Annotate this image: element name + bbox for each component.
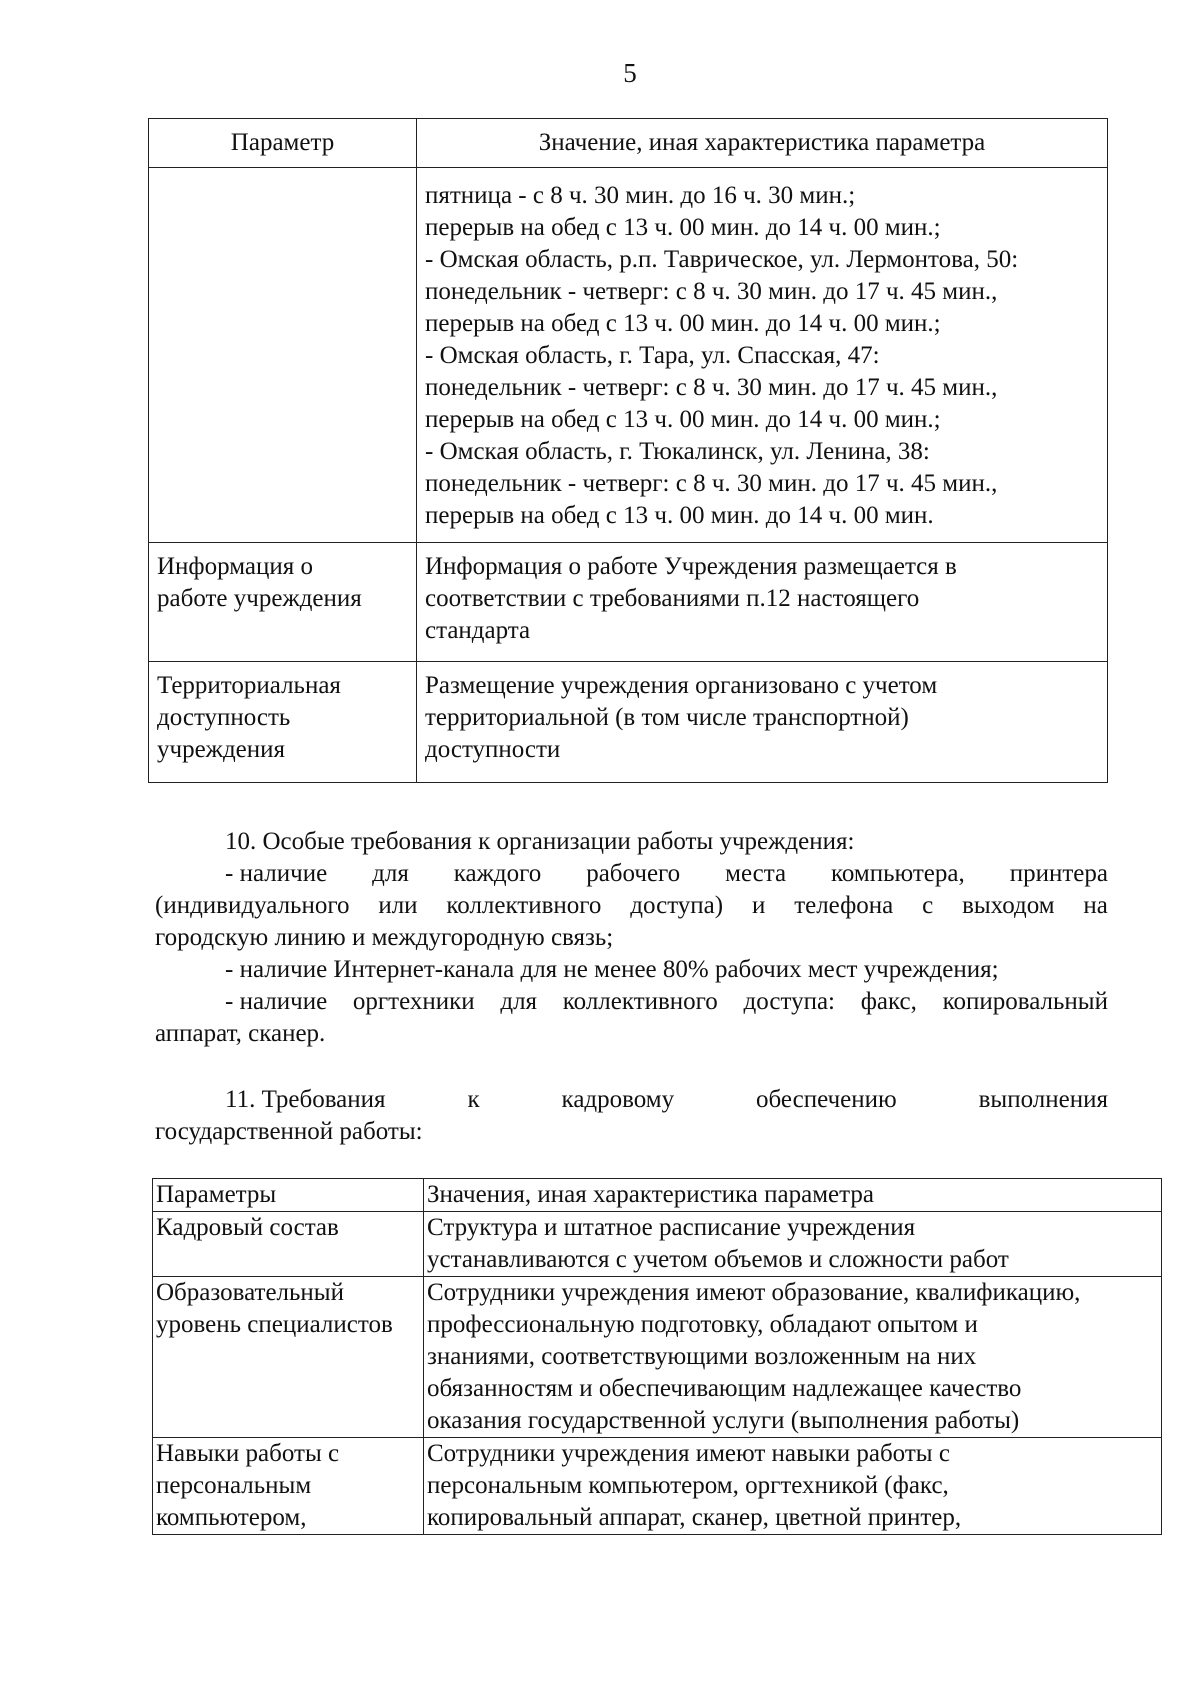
schedule-line: понедельник - четверг: с 8 ч. 30 мин. до 17 ч. 45 мин., xyxy=(425,470,998,497)
cell-line: работе учреждения xyxy=(157,585,362,612)
cell-line: доступность xyxy=(157,704,291,731)
word: выходом xyxy=(962,892,1055,919)
schedule-cell xyxy=(417,168,1108,543)
word: копировальный xyxy=(942,988,1108,1015)
value-cell xyxy=(417,543,1108,662)
table-row xyxy=(149,543,1108,662)
word: или xyxy=(378,892,418,919)
schedule-line: перерыв на обед с 13 ч. 00 мин. до 14 ч. 00 мин.; xyxy=(425,406,941,433)
section-10 xyxy=(155,826,1108,1050)
page-number: 5 xyxy=(623,58,637,88)
justified-line xyxy=(155,858,1108,890)
paragraph-line: - наличие Интернет-канала для не менее 80% рабочих мест учреждения; xyxy=(225,956,999,983)
table-header-row xyxy=(153,1179,1162,1212)
table-row xyxy=(149,168,1108,543)
word: для xyxy=(500,988,538,1015)
cell-line: копировальный аппарат, сканер, цветной принтер, xyxy=(427,1504,962,1531)
schedule-line: пятница - с 8 ч. 30 мин. до 16 ч. 30 мин.; xyxy=(425,182,856,209)
table-row xyxy=(153,1212,1162,1277)
word: на xyxy=(1083,892,1108,919)
cell-line: компьютером, xyxy=(156,1504,307,1531)
cell-line: Образовательный xyxy=(156,1279,344,1306)
cell-line: уровень специалистов xyxy=(156,1311,393,1338)
word: коллективного xyxy=(446,892,602,919)
cell-line: учреждения xyxy=(157,736,286,763)
word: к xyxy=(467,1086,480,1113)
cell-line: Структура и штатное расписание учреждения xyxy=(427,1214,916,1241)
schedule-line: перерыв на обед с 13 ч. 00 мин. до 14 ч. 00 мин.; xyxy=(425,214,941,241)
schedule-line: перерыв на обед с 13 ч. 00 мин. до 14 ч. 00 мин. xyxy=(425,502,934,529)
word: и xyxy=(751,892,766,919)
header-parameter: Параметр xyxy=(149,119,417,168)
word: - наличие xyxy=(225,988,328,1015)
cell-line: персональным компьютером, оргтехникой (факс, xyxy=(427,1472,949,1499)
cell-line: устанавливаются с учетом объемов и сложности работ xyxy=(427,1246,1009,1273)
header-value: Значение, иная характеристика параметра xyxy=(417,119,1108,168)
word: выполнения xyxy=(978,1086,1108,1113)
cell-line: Сотрудники учреждения имеют образование, квалификацию, xyxy=(427,1279,1081,1306)
staffing-table xyxy=(152,1178,1162,1535)
cell-line: оказания государственной услуги (выполнения работы) xyxy=(427,1407,1020,1434)
table-row xyxy=(153,1277,1162,1438)
cell-line: персональным xyxy=(156,1472,312,1499)
value-cell xyxy=(424,1277,1162,1438)
schedule-line: понедельник - четверг: с 8 ч. 30 мин. до 17 ч. 45 мин., xyxy=(425,374,998,401)
cell-line: профессиональную подготовку, обладают опытом и xyxy=(427,1311,978,1338)
paragraph-line: аппарат, сканер. xyxy=(155,1020,326,1047)
cell-line: Сотрудники учреждения имеют навыки работы с xyxy=(427,1440,950,1467)
cell-line: обязанностям и обеспечивающим надлежащее качество xyxy=(427,1375,1022,1402)
parameter-cell xyxy=(153,1277,424,1438)
cell-line: Территориальная xyxy=(157,672,341,699)
word: кадровому xyxy=(561,1086,675,1113)
word: каждого xyxy=(453,860,542,887)
header-value: Значения, иная характеристика параметра xyxy=(424,1179,1162,1212)
paragraph-line: государственной работы: xyxy=(155,1118,423,1145)
empty-parameter-cell xyxy=(149,168,417,543)
word: места xyxy=(725,860,787,887)
table-row xyxy=(149,662,1108,783)
word: - наличие xyxy=(225,860,328,887)
word: доступа) xyxy=(630,892,724,919)
cell-line: знаниями, соответствующими возложенным на них xyxy=(427,1343,977,1370)
table-row xyxy=(153,1438,1162,1535)
cell-line: территориальной (в том числе транспортной) xyxy=(425,704,909,731)
parameter-cell xyxy=(149,662,417,783)
table-header-row xyxy=(149,119,1108,168)
word: факс, xyxy=(860,988,917,1015)
word: с xyxy=(922,892,934,919)
cell-line: стандарта xyxy=(425,617,531,644)
cell-line: Навыки работы с xyxy=(156,1440,340,1467)
cell-line: Размещение учреждения организовано с учетом xyxy=(425,672,938,699)
schedule-line: перерыв на обед с 13 ч. 00 мин. до 14 ч. 00 мин.; xyxy=(425,310,941,337)
cell-line: доступности xyxy=(425,736,561,763)
word: компьютера, xyxy=(831,860,965,887)
cell-line: Информация о работе Учреждения размещается в xyxy=(425,553,957,580)
parameters-table xyxy=(148,118,1108,783)
parameter-cell xyxy=(153,1438,424,1535)
schedule-line: - Омская область, г. Тара, ул. Спасская, 47: xyxy=(425,342,880,369)
word: 11. Требования xyxy=(225,1086,386,1113)
cell-line: соответствии с требованиями п.12 настоящего xyxy=(425,585,920,612)
schedule-line: - Омская область, г. Тюкалинск, ул. Ленина, 38: xyxy=(425,438,930,465)
justified-line xyxy=(155,986,1108,1018)
paragraph-line: городскую линию и междугородную связь; xyxy=(155,924,614,951)
value-cell xyxy=(424,1212,1162,1277)
justified-line xyxy=(155,890,1108,922)
value-cell xyxy=(424,1438,1162,1535)
word: коллективного xyxy=(562,988,718,1015)
schedule-line: понедельник - четверг: с 8 ч. 30 мин. до 17 ч. 45 мин., xyxy=(425,278,998,305)
word: для xyxy=(372,860,409,887)
section-heading: 10. Особые требования к организации работы учреждения: xyxy=(225,828,855,855)
word: телефона xyxy=(794,892,894,919)
word: доступа: xyxy=(743,988,835,1015)
word: (индивидуального xyxy=(155,892,350,919)
cell-line: Кадровый состав xyxy=(156,1214,339,1241)
value-cell xyxy=(417,662,1108,783)
word: принтера xyxy=(1009,860,1108,887)
word: обеспечению xyxy=(756,1086,897,1113)
word: рабочего xyxy=(586,860,681,887)
cell-line: Информация о xyxy=(157,553,314,580)
parameter-cell xyxy=(153,1212,424,1277)
section-heading xyxy=(155,1084,1108,1116)
schedule-line: - Омская область, р.п. Таврическое, ул. Лермонтова, 50: xyxy=(425,246,1019,273)
parameter-cell xyxy=(149,543,417,662)
header-parameter: Параметры xyxy=(153,1179,424,1212)
section-11 xyxy=(155,1084,1108,1148)
word: оргтехники xyxy=(352,988,475,1015)
